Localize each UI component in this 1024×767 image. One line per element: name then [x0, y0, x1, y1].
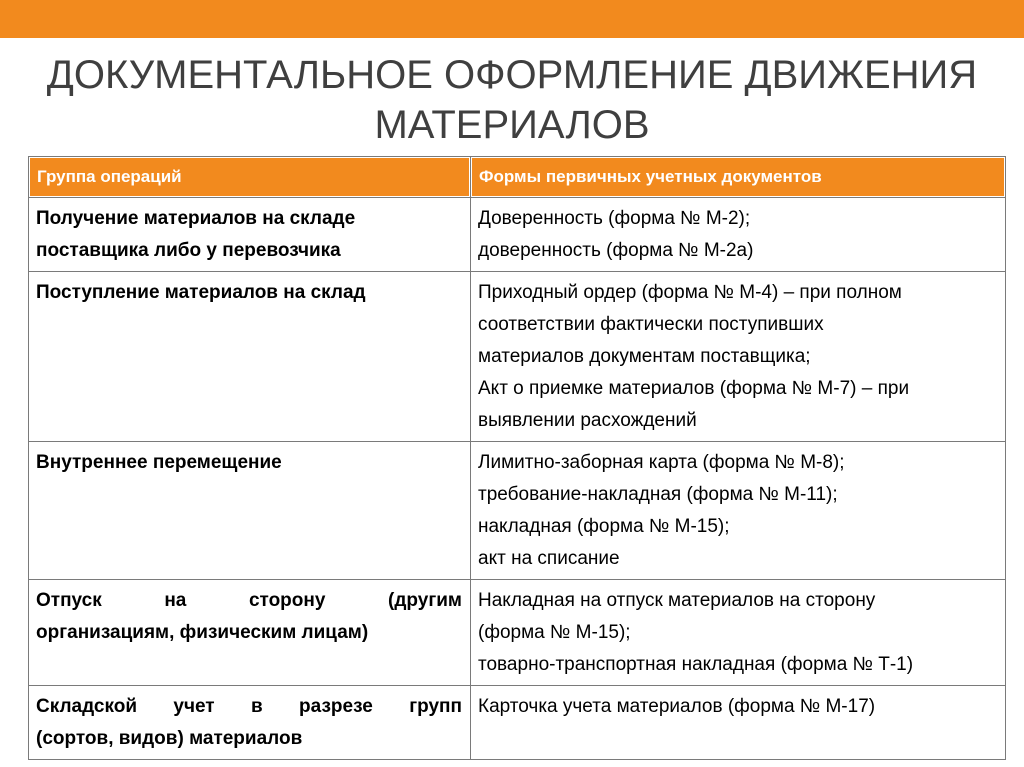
table-row [29, 686, 1006, 760]
header-group-operations: Группа операций [29, 157, 471, 198]
header-document-forms: Формы первичных учетных документов [471, 157, 1006, 198]
group-cell [29, 442, 471, 580]
forms-line: доверенность (форма № М-2а) [478, 240, 754, 261]
forms-line: требование-накладная (форма № М-11); [478, 484, 838, 505]
group-line: поставщика либо у перевозчика [36, 240, 341, 261]
page-title-line-1: ДОКУМЕНТАЛЬНОЕ ОФОРМЛЕНИЕ ДВИЖЕНИЯ [46, 53, 978, 97]
forms-line: Накладная на отпуск материалов на сторону [478, 590, 876, 611]
forms-line: материалов документам поставщика; [478, 346, 811, 367]
group-line: (сортов, видов) материалов [36, 728, 303, 749]
forms-line: Карточка учета материалов (форма № М-17) [478, 696, 876, 717]
group-cell [29, 198, 471, 272]
forms-cell [471, 198, 1006, 272]
group-line: Внутреннее перемещение [36, 452, 282, 473]
forms-line: Доверенность (форма № М-2); [478, 208, 751, 229]
table-row [29, 442, 1006, 580]
documents-table [28, 156, 1006, 760]
table-row [29, 272, 1006, 442]
forms-cell [471, 580, 1006, 686]
forms-line: Акт о приемке материалов (форма № М-7) – при [478, 378, 910, 399]
forms-line: Лимитно-заборная карта (форма № М-8); [478, 452, 845, 473]
table-header-row [29, 157, 1006, 198]
page-title [0, 50, 1024, 150]
forms-line: Приходный ордер (форма № М-4) – при полном [478, 282, 902, 303]
forms-cell [471, 272, 1006, 442]
group-line: Поступление материалов на склад [36, 282, 366, 303]
top-accent-bar [0, 0, 1024, 38]
group-line: Складской учет в разрезе групп [36, 696, 462, 717]
forms-cell [471, 686, 1006, 760]
group-line: Отпуск на сторону (другим [36, 590, 462, 611]
forms-line: (форма № М-15); [478, 622, 631, 643]
forms-line: выявлении расхождений [478, 410, 697, 431]
page-title-line-2: МАТЕРИАЛОВ [374, 103, 650, 147]
table-row [29, 580, 1006, 686]
group-line: Получение материалов на складе [36, 208, 356, 229]
group-cell [29, 686, 471, 760]
forms-cell [471, 442, 1006, 580]
group-line: организациям, физическим лицам) [36, 622, 369, 643]
forms-line: акт на списание [478, 548, 620, 569]
group-cell [29, 580, 471, 686]
forms-line: соответствии фактически поступивших [478, 314, 824, 335]
forms-line: накладная (форма № М-15); [478, 516, 730, 537]
forms-line: товарно-транспортная накладная (форма № Т-1) [478, 654, 914, 675]
table-row [29, 198, 1006, 272]
group-cell [29, 272, 471, 442]
